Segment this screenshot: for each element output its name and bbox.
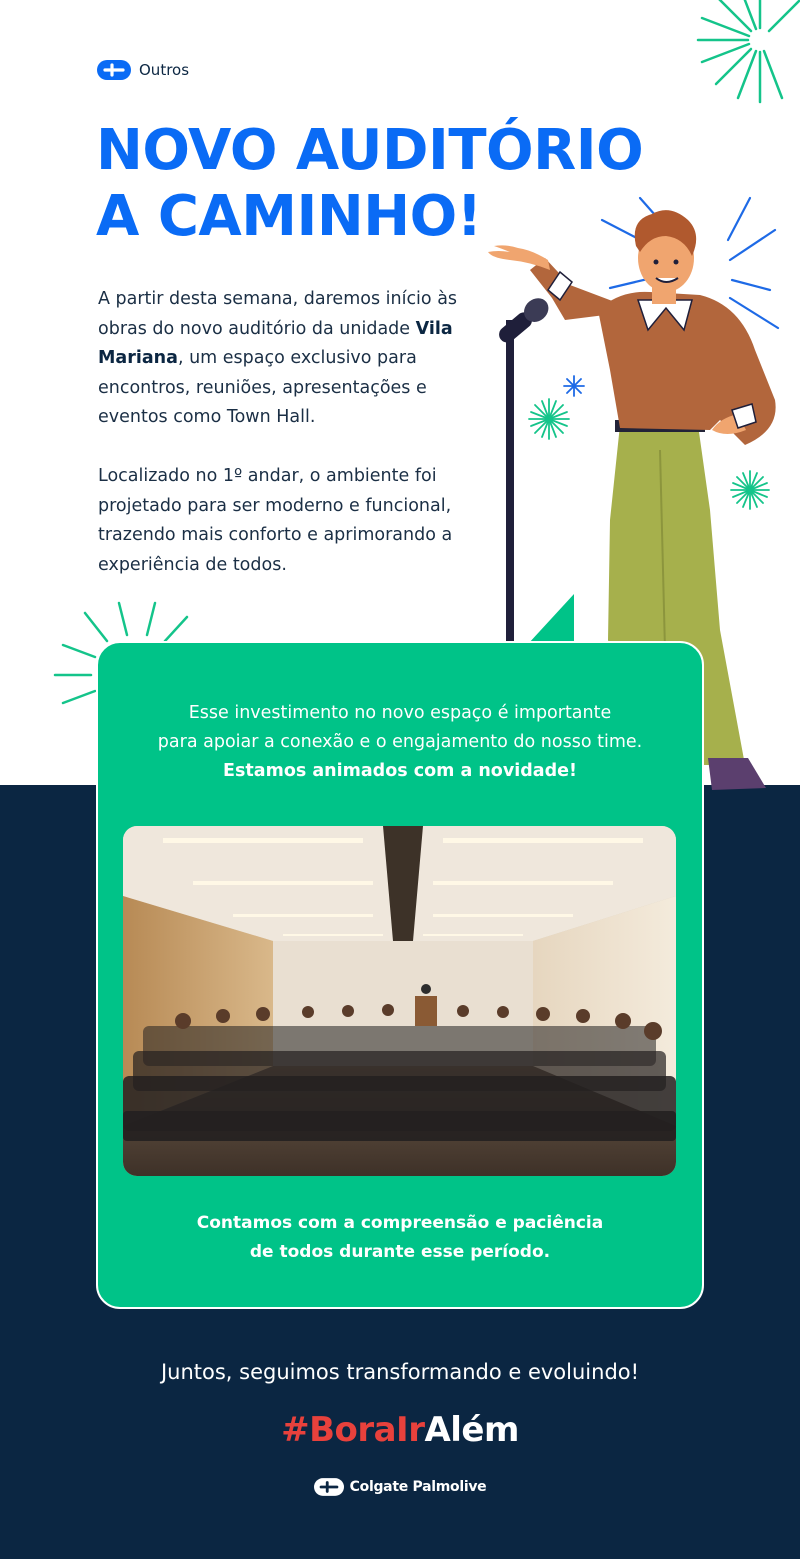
colgate-logo-icon — [97, 58, 131, 82]
title-line-2: A CAMINHO! — [96, 184, 482, 249]
intro-paragraph-1 — [98, 285, 478, 433]
card-footer-line-1: Contamos com a compreensão e paciência — [196, 1213, 604, 1233]
card-footer-line-2: de todos durante esse período. — [249, 1242, 551, 1262]
hashtag-bora: BoraIr — [309, 1410, 425, 1450]
speech-bubble-tail — [526, 592, 576, 644]
hashtag-hash: # — [281, 1410, 310, 1450]
announcement-card — [96, 641, 704, 1309]
card-line-1: Esse investimento no novo espaço é importante — [188, 703, 612, 723]
hashtag — [0, 1410, 800, 1450]
colgate-logo-icon — [314, 1476, 344, 1498]
hashtag-alem: Além — [424, 1410, 519, 1450]
brand-name: Colgate Palmolive — [349, 1479, 487, 1495]
intro-paragraph-2: Localizado no 1º andar, o ambiente foi projetado para ser moderno e funcional, trazendo mais conforto e aprimorando a experiência de todos. — [98, 466, 453, 575]
category-label: Outros — [139, 61, 190, 79]
closing-message: Juntos, seguimos transformando e evoluindo! — [160, 1360, 640, 1384]
card-line-3: Estamos animados com a novidade! — [223, 761, 577, 781]
intro-p1-highlight: Vila Mariana — [98, 318, 453, 368]
card-footer-message — [98, 1209, 702, 1267]
category-tag — [97, 58, 189, 82]
starburst-top-right — [690, 0, 800, 110]
title-line-1: NOVO AUDITÓRIO — [96, 118, 644, 183]
intro-p1-end: , um espaço exclusivo para encontros, reuniões, apresentações e eventos como Town Hall. — [98, 348, 427, 427]
intro-text — [98, 285, 478, 610]
brand-footer — [0, 1476, 800, 1498]
card-line-2: para apoiar a conexão e o engajamento do nosso time. — [157, 732, 643, 752]
intro-p1-start: A partir desta semana, daremos início às obras do novo auditório da unidade — [98, 289, 458, 339]
auditorium-photo — [123, 826, 676, 1176]
card-message — [98, 699, 702, 786]
